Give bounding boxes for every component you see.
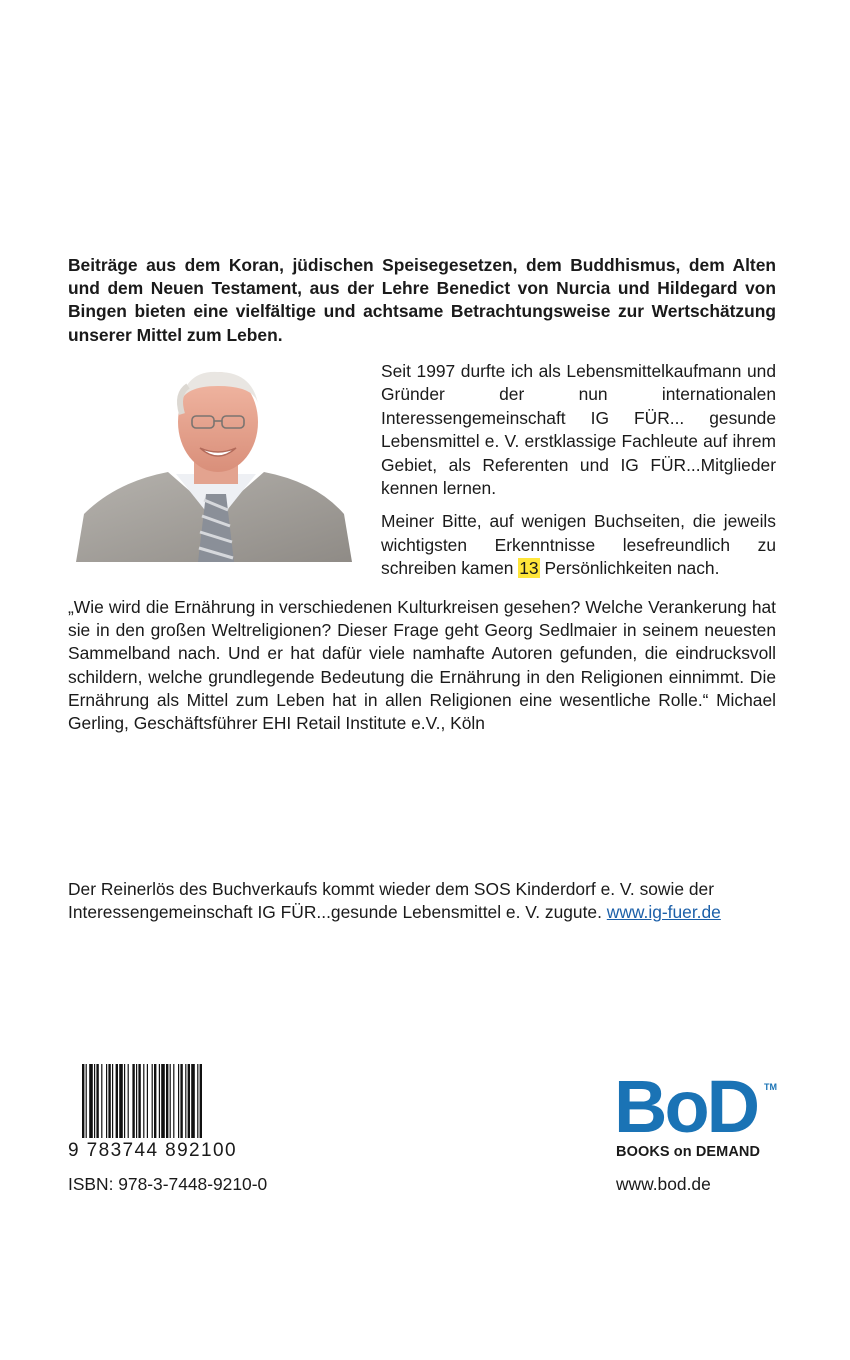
- trademark-symbol: TM: [764, 1082, 777, 1092]
- barcode-bar: [161, 1064, 165, 1138]
- barcode-bar: [185, 1064, 186, 1138]
- barcode-bar: [101, 1064, 102, 1138]
- highlighted-count: 13: [519, 558, 539, 579]
- barcode-bar: [170, 1064, 171, 1138]
- barcode-bar: [94, 1064, 95, 1138]
- barcode-bar: [147, 1064, 148, 1138]
- barcode-bar: [106, 1064, 107, 1138]
- proceeds-note: [68, 878, 788, 924]
- author-portrait: [76, 364, 352, 562]
- barcode-bar: [112, 1064, 113, 1138]
- barcode-bar: [154, 1064, 156, 1138]
- bio-paragraph-1: Seit 1997 durfte ich als Lebensmittelkaufmann und Gründer der nun internationalen Interessengemeinschaft IG FÜR... gesunde Lebensmittel e. V. erstklassige Fachleute auf ihrem Gebiet, als Referenten und IG FÜR...Mitglieder kennen lernen.: [381, 361, 776, 499]
- barcode-bar: [136, 1064, 137, 1138]
- barcode-digits: 9 783744 892100: [68, 1140, 237, 1161]
- barcode-bar: [119, 1064, 123, 1138]
- barcode-bar: [82, 1064, 84, 1138]
- bod-tagline: BOOKS on DEMAND: [616, 1144, 761, 1160]
- barcode-bar: [191, 1064, 195, 1138]
- barcode-bar: [108, 1064, 110, 1138]
- barcode-bar: [180, 1064, 182, 1138]
- barcode-bar: [89, 1064, 93, 1138]
- barcode-bar: [128, 1064, 129, 1138]
- barcode-bar: [143, 1064, 144, 1138]
- barcode-bar: [159, 1064, 160, 1138]
- bio-paragraph-2-end: Persönlichkeiten nach.: [539, 558, 720, 579]
- barcode-bar: [96, 1064, 98, 1138]
- barcode-bar: [166, 1064, 168, 1138]
- publisher-url: www.bod.de: [616, 1174, 711, 1194]
- barcode-bar: [86, 1064, 87, 1138]
- website-link[interactable]: www.ig-fuer.de: [606, 902, 721, 923]
- bio-paragraph-2-start: Meiner Bitte, auf wenigen Buchseiten, die jeweils wichtigsten Erkenntnisse lesefreundlich zu schreiben kamen: [381, 511, 776, 579]
- barcode-bar: [178, 1064, 179, 1138]
- barcode-bar: [173, 1064, 174, 1138]
- proceeds-line-2: Interessengemeinschaft IG FÜR...gesunde Lebensmittel e. V. zugute.: [68, 902, 607, 923]
- barcode-bar: [116, 1064, 118, 1138]
- barcode-bars: [82, 1064, 252, 1152]
- barcode-bar: [188, 1064, 190, 1138]
- barcode-bar: [132, 1064, 134, 1138]
- barcode-bar: [124, 1064, 125, 1138]
- intro-paragraph: Beiträge aus dem Koran, jüdischen Speisegesetzen, dem Buddhismus, dem Alten und dem Neuen Testament, aus der Lehre Benedict von Nurcia und Hildegard von Bingen bieten eine vielfältige und achtsame Betrachtungsweise zur Wertschätzung unserer Mittel zum Leben.: [68, 255, 776, 345]
- proceeds-line-1: Der Reinerlös des Buchverkaufs kommt wieder dem SOS Kinderdorf e. V. sowie der: [68, 879, 714, 899]
- barcode-bar: [138, 1064, 140, 1138]
- isbn-label: ISBN: 978-3-7448-9210-0: [68, 1174, 268, 1194]
- author-bio: [381, 360, 776, 591]
- bod-logo-mark: BoD: [614, 1065, 758, 1148]
- barcode: [68, 1064, 254, 1164]
- review-quote: „Wie wird die Ernährung in verschiedenen Kulturkreisen gesehen? Welche Verankerung hat sie in den großen Weltreligionen? Dieser Frage geht Georg Sedlmaier in seinem neuesten Sammelband nach. Und er hat dafür viele namhafte Autoren gefunden, die eindrucksvoll schildern, welche grundlegende Bedeutung die Ernährung in den Religionen einnimmt. Die Ernährung als Mittel zum Leben hat in allen Religionen eine wesentliche Rolle.“ Michael Gerling, Geschäftsführer EHI Retail Institute e.V., Köln: [68, 597, 776, 734]
- barcode-bar: [152, 1064, 153, 1138]
- barcode-bar: [197, 1064, 198, 1138]
- barcode-bar: [200, 1064, 202, 1138]
- bio-paragraph-2: [381, 510, 776, 580]
- bod-logo: [614, 1065, 784, 1168]
